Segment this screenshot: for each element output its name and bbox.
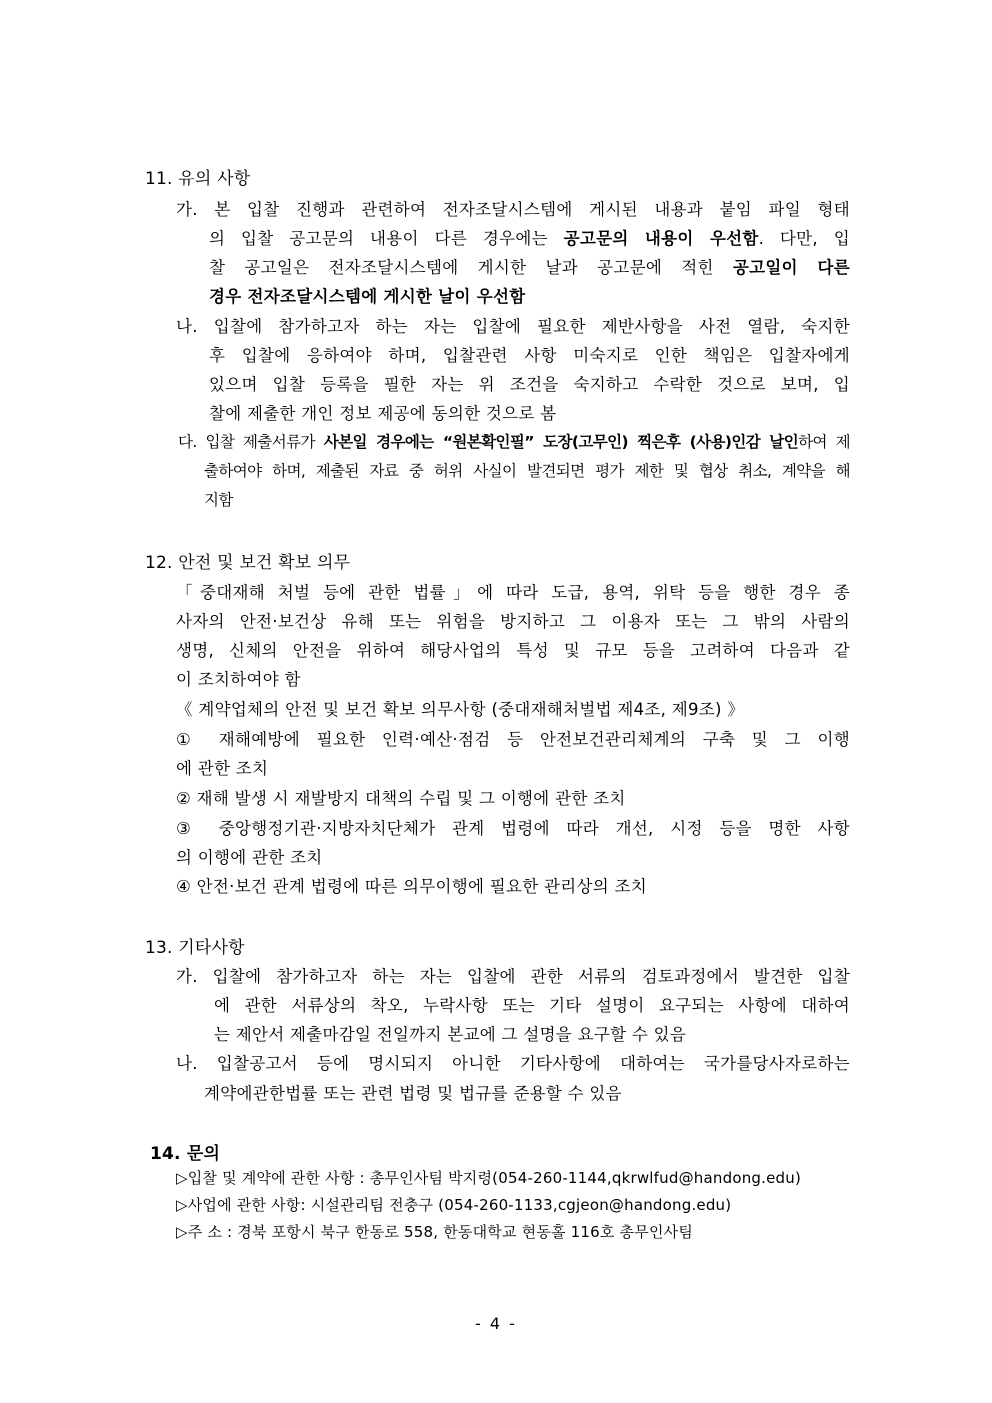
section-11-heading: 11. 유의 사항: [145, 169, 251, 189]
text-span: 찰 공고일은 전자조달시스템에 게시한 날과 공고문에 적힌: [209, 258, 733, 277]
sec11-da-line1: [178, 430, 850, 452]
section-12-heading: 12. 안전 및 보건 확보 의무: [145, 553, 351, 573]
sec12-item2: ② 재해 발생 시 재발방지 대책의 수립 및 그 이행에 관한 조치: [176, 789, 626, 808]
emphasis-text: 경우 전자조달시스템에 게시한 날이 우선함: [209, 287, 526, 306]
sec11-na-line2: 후 입찰에 응하여야 하며, 입찰관련 사항 미숙지로 인한 책임은 입찰자에게: [209, 346, 850, 365]
emphasis-text: 공고일이 다른: [732, 258, 850, 277]
sec12-item3-line1: ③ 중앙행정기관·지방자치단체가 관계 법령에 따라 개선, 시정 등을 명한 사항: [176, 819, 850, 838]
sec12-para-line1: 「중대재해 처벌 등에 관한 법률」에 따라 도급, 용역, 위탁 등을 행한 경우 종: [176, 583, 850, 602]
sec11-da-line2: 출하여야 하며, 제출된 자료 중 허위 사실이 발견되면 평가 제한 및 협상 취소, 계약을 해: [204, 462, 850, 480]
sec13-ga-line3: 는 제안서 제출마감일 전일까지 본교에 그 설명을 요구할 수 있음: [214, 1025, 687, 1044]
sec11-da-line3: 지함: [204, 491, 233, 509]
text-span: 의 입찰 공고문의 내용이 다른 경우에는: [209, 229, 564, 248]
contact-bidding: ▷입찰 및 계약에 관한 사항 : 총무인사팀 박지령(054-260-1144,qkrwlfud@handong.edu): [176, 1169, 801, 1187]
sec12-para-line4: 이 조치하여야 함: [176, 670, 301, 689]
text-span: 하여 제: [798, 433, 851, 451]
text-span: . 다만, 입: [758, 229, 850, 248]
sec11-ga-line1: 가. 본 입찰 진행과 관련하여 전자조달시스템에 게시된 내용과 붙임 파일 형태: [176, 200, 850, 219]
sec13-ga-line1: 가. 입찰에 참가하고자 하는 자는 입찰에 관한 서류의 검토과정에서 발견한 입찰: [176, 967, 850, 986]
emphasis-text: 공고문의 내용이 우선함: [563, 229, 759, 248]
sec12-item3-line2: 의 이행에 관한 조치: [176, 848, 323, 867]
sec11-ga-line2: [209, 225, 850, 249]
text-span: 다. 입찰 제출서류가: [178, 433, 324, 451]
section-13-heading: 13. 기타사항: [145, 938, 245, 958]
sec11-ga-line3: [209, 254, 850, 278]
sec11-na-line3: 있으며 입찰 등록을 필한 자는 위 조건을 숙지하고 수락한 것으로 보며, 입: [209, 375, 850, 394]
sec11-na-line4: 찰에 제출한 개인 정보 제공에 동의한 것으로 봄: [209, 404, 557, 423]
contact-address: ▷주 소 : 경북 포항시 북구 한동로 558, 한동대학교 현동홀 116호 총무인사팀: [176, 1223, 694, 1241]
sec11-na-line1: 나. 입찰에 참가하고자 하는 자는 입찰에 필요한 제반사항을 사전 열람, 숙지한: [176, 317, 850, 336]
sec12-para-line3: 생명, 신체의 안전을 위하여 해당사업의 특성 및 규모 등을 고려하여 다음과 같: [176, 641, 850, 660]
sec12-item4: ④ 안전·보건 관계 법령에 따른 의무이행에 필요한 관리상의 조치: [176, 877, 647, 896]
contact-project: ▷사업에 관한 사항: 시설관리팀 전충구 (054-260-1133,cgjeon@handong.edu): [176, 1196, 732, 1214]
sec11-ga-line4: [209, 283, 525, 307]
sec12-item1-line2: 에 관한 조치: [176, 759, 269, 778]
page-number: - 4 -: [475, 1314, 517, 1333]
section-14-heading: 14. 문의: [150, 1144, 221, 1164]
sec12-para-line2: 사자의 안전·보건상 유해 또는 위험을 방지하고 그 이용자 또는 그 밖의 사람의: [176, 612, 850, 631]
sec13-na-line1: 나. 입찰공고서 등에 명시되지 아니한 기타사항에 대하여는 국가를당사자로하는: [176, 1054, 850, 1073]
sec13-ga-line2: 에 관한 서류상의 착오, 누락사항 또는 기타 설명이 요구되는 사항에 대하여: [214, 996, 850, 1015]
sec12-item1-line1: ① 재해예방에 필요한 인력·예산·점검 등 안전보건관리체계의 구축 및 그 이행: [176, 730, 850, 749]
sec12-subheading: 《 계약업체의 안전 및 보건 확보 의무사항 (중대재해처벌법 제4조, 제9조) 》: [176, 700, 745, 719]
sec13-na-line2: 계약에관한법률 또는 관련 법령 및 법규를 준용할 수 있음: [204, 1084, 622, 1103]
emphasis-text: 사본일 경우에는 “원본확인필” 도장(고무인) 찍은후 (사용)인감 날인: [323, 433, 799, 451]
